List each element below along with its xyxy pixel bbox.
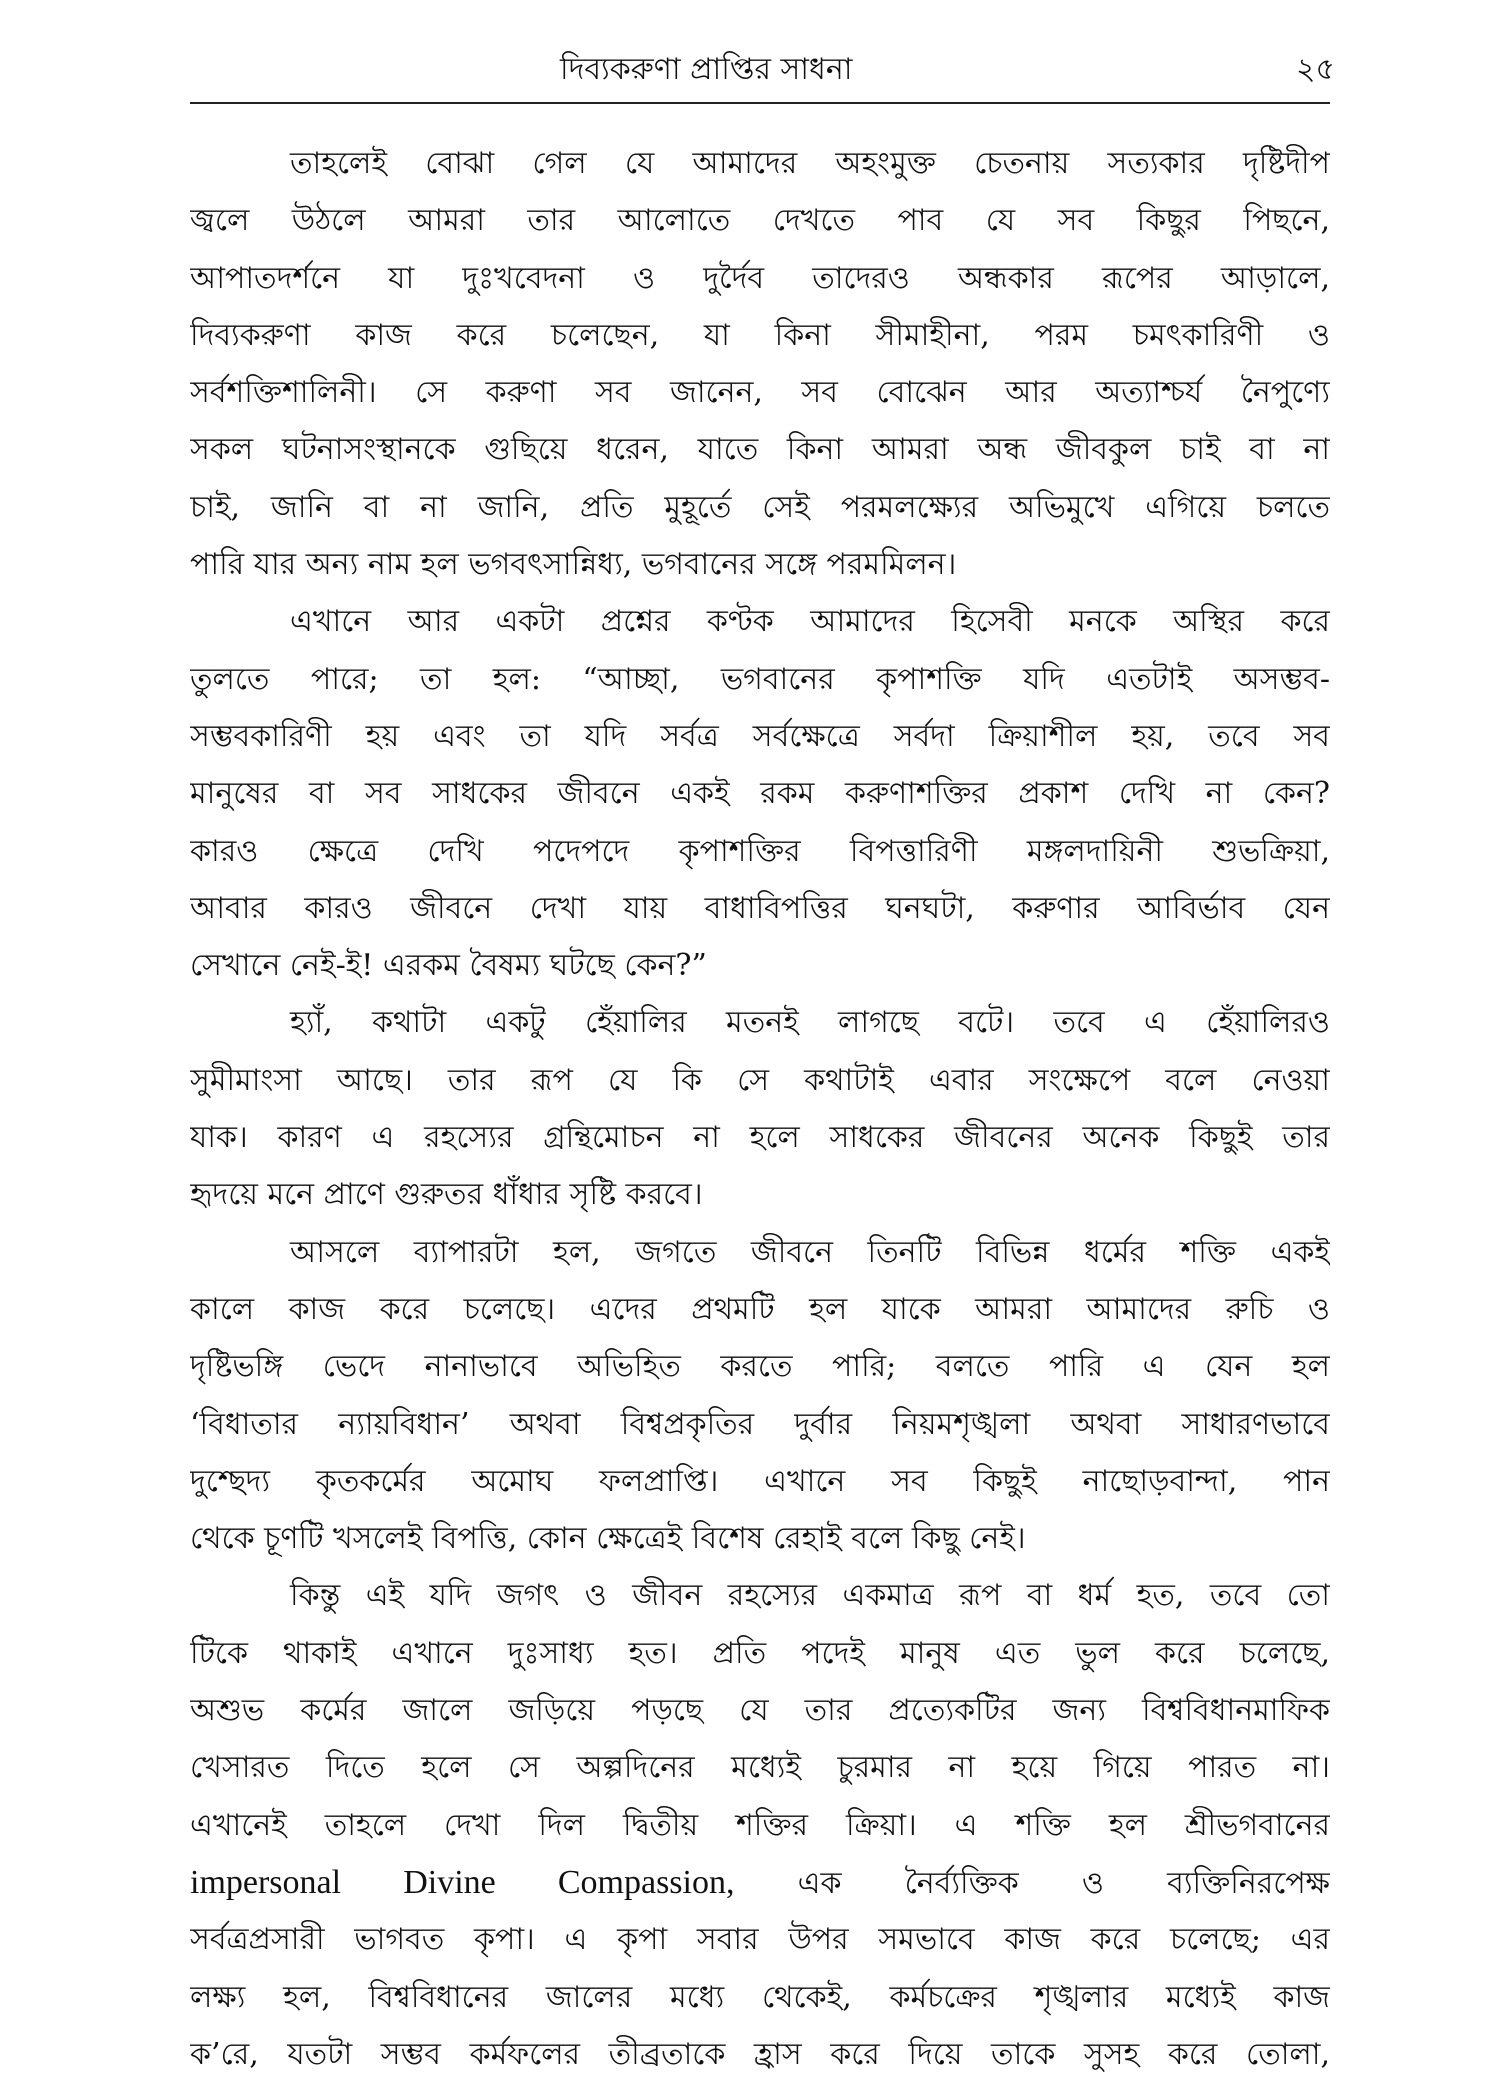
text-line: টিকে থাকাই এখানে দুঃসাধ্য হত। প্রতি পদেই মানুষ এত ভুল করে চলেছে, <box>190 1635 1330 1671</box>
text-line: পারি যার অন্য নাম হল ভগবৎসান্নিধ্য, ভগবানের সঙ্গে পরমমিলন। <box>190 547 957 583</box>
text-line: দুশ্ছেদ্য কৃতকর্মের অমোঘ ফলপ্রাপ্তি। এখানে সব কিছুই নাছোড়বান্দা, পান <box>190 1463 1330 1499</box>
text-line: কারও ক্ষেত্রে দেখি পদেপদে কৃপাশক্তির বিপত্তারিণী মঙ্গলদায়িনী শুভক্রিয়া, <box>190 833 1330 869</box>
english-phrase: impersonal Divine Compassion, <box>190 1863 735 1901</box>
page-number: ২৫ <box>1296 52 1335 87</box>
text-line: এখানেই তাহলে দেখা দিল দ্বিতীয় শক্তির ক্রিয়া। এ শক্তি হল শ্রীভগবানের <box>190 1807 1330 1843</box>
body-text <box>190 135 1330 2083</box>
text-line: মানুষের বা সব সাধকের জীবনে একই রকম করুণাশক্তির প্রকাশ দেখি না কেন? <box>190 776 1330 812</box>
text-line: আপাতদর্শনে যা দুঃখবেদনা ও দুর্দৈব তাদেরও অন্ধকার রূপের আড়ালে, <box>190 260 1330 296</box>
text-line: থেকে চূণটি খসলেই বিপত্তি, কোন ক্ষেত্রেই বিশেষ রেহাই বলে কিছু নেই। <box>190 1521 1026 1557</box>
text-line: কিন্তু এই যদি জগৎ ও জীবন রহস্যের একমাত্র রূপ বা ধর্ম হত, তবে তো <box>290 1578 1330 1614</box>
header-rule <box>190 102 1330 104</box>
text-line: অশুভ কর্মের জালে জড়িয়ে পড়ছে যে তার প্রত্যেকটির জন্য বিশ্ববিধানমাফিক <box>190 1693 1330 1729</box>
text-fragment: এক নৈর্ব্যক্তিক ও ব্যক্তিনিরপেক্ষ <box>797 1865 1330 1901</box>
text-line: সর্বশক্তিশালিনী। সে করুণা সব জানেন, সব বোঝেন আর অত্যাশ্চর্য নৈপুণ্যে <box>190 375 1330 411</box>
text-line: চাই, জানি বা না জানি, প্রতি মুহূর্তে সেই পরমলক্ষ্যের অভিমুখে এগিয়ে চলতে <box>190 489 1330 525</box>
text-line: যাক। কারণ এ রহস্যের গ্রন্থিমোচন না হলে সাধকের জীবনের অনেক কিছুই তার <box>190 1120 1330 1156</box>
text-line: হৃদয়ে মনে প্রাণে গুরুতর ধাঁধার সৃষ্টি করবে। <box>190 1177 703 1213</box>
text-line: কালে কাজ করে চলেছে। এদের প্রথমটি হল যাকে আমরা আমাদের রুচি ও <box>190 1291 1330 1327</box>
text-line: সুমীমাংসা আছে। তার রূপ যে কি সে কথাটাই এবার সংক্ষেপে বলে নেওয়া <box>190 1062 1330 1098</box>
text-line-mixed <box>190 1854 1330 1911</box>
text-line: আসলে ব্যাপারটা হল, জগতে জীবনে তিনটি বিভিন্ন ধর্মের শক্তি একই <box>290 1234 1330 1270</box>
text-line: সর্বত্রপ্রসারী ভাগবত কৃপা। এ কৃপা সবার উপর সমভাবে কাজ করে চলেছে; এর <box>190 1922 1330 1958</box>
running-head <box>0 40 1500 100</box>
text-line: খেসারত দিতে হলে সে অল্পদিনের মধ্যেই চুরমার না হয়ে গিয়ে পারত না। <box>190 1750 1330 1786</box>
text-line: লক্ষ্য হল, বিশ্ববিধানের জালের মধ্যে থেকেই, কর্মচক্রের শৃঙ্খলার মধ্যেই কাজ <box>190 1979 1330 2015</box>
text-line: তাহলেই বোঝা গেল যে আমাদের অহংমুক্ত চেতনায় সত্যকার দৃষ্টিদীপ <box>290 146 1330 181</box>
text-line: ক’রে, যতটা সম্ভব কর্মফলের তীব্রতাকে হ্রাস করে দিয়ে তাকে সুসহ করে তোলা, <box>190 2036 1330 2072</box>
running-title: দিব্যকরুণা প্রাপ্তির সাধনা <box>560 52 853 87</box>
text-line: দিব্যকরুণা কাজ করে চলেছেন, যা কিনা সীমাহীনা, পরম চমৎকারিণী ও <box>190 317 1330 353</box>
text-line: সম্ভবকারিণী হয় এবং তা যদি সর্বত্র সর্বক্ষেত্রে সর্বদা ক্রিয়াশীল হয়, তবে সব <box>190 718 1330 754</box>
text-line: আবার কারও জীবনে দেখা যায় বাধাবিপত্তির ঘনঘটা, করুণার আবির্ভাব যেন <box>190 890 1330 926</box>
text-line: সেখানে নেই-ই! এরকম বৈষম্য ঘটছে কেন?” <box>190 948 707 984</box>
text-line: এখানে আর একটা প্রশ্নের কণ্টক আমাদের হিসেবী মনকে অস্থির করে <box>290 604 1330 640</box>
text-line: তুলতে পারে; তা হল: “আচ্ছা, ভগবানের কৃপাশক্তি যদি এতটাই অসম্ভব- <box>190 661 1330 697</box>
text-line: দৃষ্টিভঙ্গি ভেদে নানাভাবে অভিহিত করতে পারি; বলতে পারি এ যেন হল <box>190 1349 1330 1385</box>
text-line: ‘বিধাতার ন্যায়বিধান’ অথবা বিশ্বপ্রকৃতির দুর্বার নিয়মশৃঙ্খলা অথবা সাধারণভাবে <box>190 1406 1330 1442</box>
text-line: হ্যাঁ, কথাটা একটু হেঁয়ালির মতনই লাগছে বটে। তবে এ হেঁয়ালিরও <box>290 1005 1330 1041</box>
text-line: জ্বলে উঠলে আমরা তার আলোতে দেখতে পাব যে সব কিছুর পিছনে, <box>190 203 1330 239</box>
text-line: সকল ঘটনাসংস্থানকে গুছিয়ে ধরেন, যাতে কিনা আমরা অন্ধ জীবকুল চাই বা না <box>190 432 1330 468</box>
